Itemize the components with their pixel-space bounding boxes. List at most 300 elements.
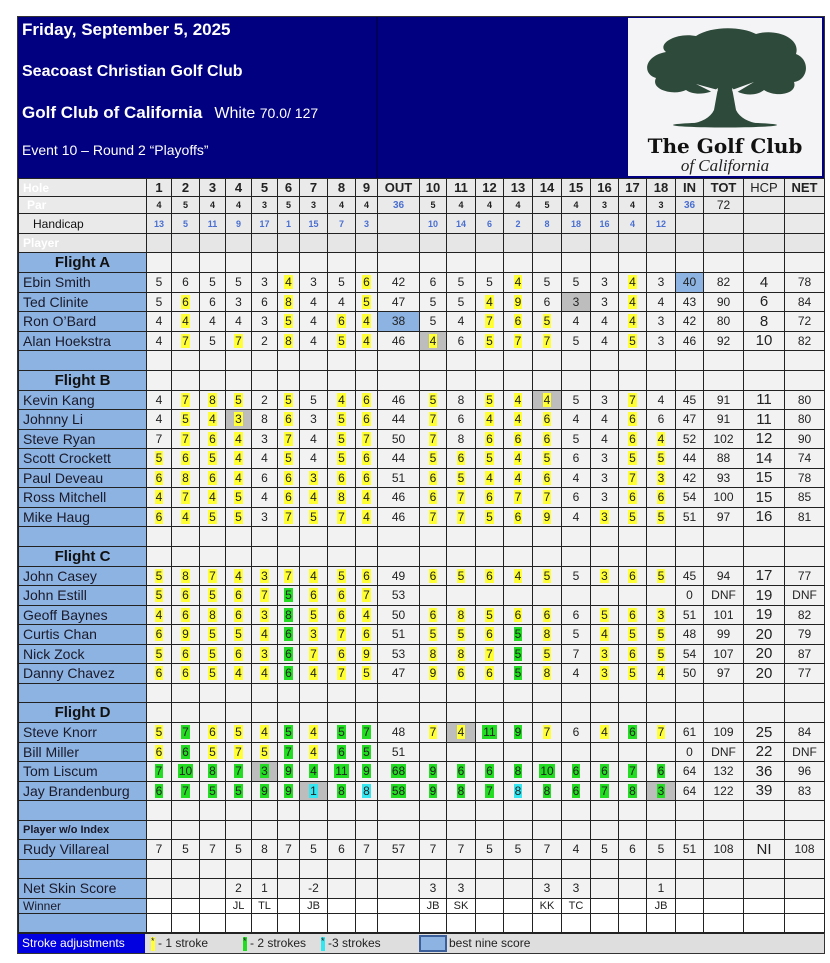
cell-3 [200, 546, 226, 566]
cell-14 [533, 253, 562, 273]
stroke-adjust-highlight: 5 [338, 431, 345, 446]
stroke-adjust-highlight: 5 [363, 744, 370, 759]
player-row [19, 410, 825, 430]
cell-16: 3 [591, 292, 619, 312]
cell-1 [147, 468, 172, 488]
stroke-adjust-highlight: 5 [457, 470, 465, 485]
cell-16 [591, 723, 619, 743]
cell-hcp: 10 [744, 331, 785, 351]
stroke-adjust-highlight: 6 [457, 764, 465, 779]
stroke-adjust-highlight: 6 [235, 607, 242, 622]
cell-11 [447, 781, 476, 801]
cell-9 [356, 273, 378, 293]
stroke-adjust-highlight: 7 [629, 392, 636, 407]
cell-14 [533, 390, 562, 410]
cell-15: TC [562, 898, 591, 913]
cell-1 [147, 801, 172, 821]
cell-2 [172, 742, 200, 762]
cell-tot: 97 [704, 507, 744, 527]
cell-15: 6 [562, 605, 591, 625]
cell-16 [591, 820, 619, 840]
cell-8 [328, 625, 356, 645]
cell-3 [200, 449, 226, 469]
cell-14 [533, 913, 562, 933]
cell-5 [252, 234, 278, 253]
cell-12 [476, 820, 504, 840]
cell-18 [647, 801, 676, 821]
cell-hcp: 8 [744, 312, 785, 332]
cell-5 [252, 683, 278, 703]
cell-6 [278, 781, 300, 801]
cell-out [378, 546, 420, 566]
stroke-adjust-highlight: 7 [338, 666, 345, 681]
cell-11 [447, 644, 476, 664]
three-strokes-swatch-icon: * [321, 937, 325, 951]
stroke-adjust-highlight: 8 [182, 568, 189, 583]
stroke-adjust-highlight: 8 [457, 607, 465, 622]
cell-net: 108 [785, 840, 825, 860]
cell-11: 5 [447, 273, 476, 293]
cell-5: 2 [252, 390, 278, 410]
stroke-adjust-highlight: 8 [363, 783, 370, 798]
cell-hcp [744, 253, 785, 273]
stroke-adjust-highlight: 6 [429, 490, 437, 505]
cell-11: 7 [447, 840, 476, 860]
cell-16 [591, 566, 619, 586]
cell-5 [252, 664, 278, 684]
cell-14: KK [533, 898, 562, 913]
cell-8: 6 [328, 840, 356, 860]
cell-16 [591, 742, 619, 762]
cell-17 [619, 781, 647, 801]
cell-7: 4 [300, 449, 328, 469]
cell-15 [562, 527, 591, 547]
flight-header-row [19, 253, 825, 273]
cell-18: 3 [647, 312, 676, 332]
stroke-adjust-highlight: 7 [543, 725, 551, 740]
cell-out: 51 [378, 625, 420, 645]
stroke-adjust-highlight: 6 [209, 725, 216, 740]
cell-out: 47 [378, 664, 420, 684]
cell-12 [476, 410, 504, 430]
cell-17 [619, 683, 647, 703]
cell-3 [200, 879, 226, 899]
cell-hcp [744, 370, 785, 390]
cell-16 [591, 703, 619, 723]
cell-5: 3 [252, 197, 278, 214]
stroke-adjust-highlight: 3 [310, 627, 317, 642]
stroke-adjust-highlight: 4 [209, 412, 216, 427]
cell-in: 51 [676, 840, 704, 860]
cell-14 [533, 410, 562, 430]
cell-15: 6 [562, 488, 591, 508]
cell-9 [356, 625, 378, 645]
cell-4 [226, 723, 252, 743]
cell-hcp [744, 197, 785, 214]
row-label: Ross Mitchell [19, 488, 147, 508]
stroke-adjust-highlight: 5 [155, 725, 163, 740]
cell-8: 5 [328, 273, 356, 293]
cell-14 [533, 429, 562, 449]
stroke-adjust-highlight: 7 [182, 783, 189, 798]
cell-out: 42 [378, 273, 420, 293]
cell-7: 4 [300, 429, 328, 449]
cell-net: 77 [785, 664, 825, 684]
legend-label: -3 strokes [328, 936, 381, 950]
cell-in [676, 370, 704, 390]
cell-hcp: 39 [744, 781, 785, 801]
cell-3: 7 [200, 840, 226, 860]
stroke-adjust-highlight: 3 [261, 568, 268, 583]
cell-18 [647, 703, 676, 723]
hole-row [19, 179, 825, 197]
scorecard-header [18, 17, 824, 178]
stroke-adjust-highlight: 3 [261, 646, 268, 661]
cell-3 [200, 703, 226, 723]
stroke-adjust-highlight: 8 [429, 646, 437, 661]
cell-1: 5 [147, 292, 172, 312]
stroke-adjust-highlight: 9 [261, 783, 268, 798]
stroke-adjust-highlight: 7 [182, 431, 189, 446]
club-name: Seacoast Christian Golf Club [22, 63, 243, 80]
stroke-adjust-highlight: 7 [338, 509, 345, 524]
cell-7 [300, 527, 328, 547]
stroke-adjust-highlight: 7 [182, 333, 189, 348]
cell-17 [619, 253, 647, 273]
stroke-adjust-highlight: 7 [514, 490, 522, 505]
cell-3: 4 [200, 312, 226, 332]
row-label: Tom Liscum [19, 762, 147, 782]
stroke-adjust-highlight: 4 [657, 431, 665, 446]
stroke-adjust-highlight: 6 [514, 607, 522, 622]
stroke-adjust-highlight: 4 [235, 666, 242, 681]
stroke-adjust-highlight: 5 [486, 392, 493, 407]
cell-12: 12 [476, 179, 504, 197]
cell-in [676, 820, 704, 840]
stroke-adjust-highlight: 6 [486, 627, 493, 642]
cell-5 [252, 703, 278, 723]
cell-3 [200, 429, 226, 449]
cell-out: 38 [378, 312, 420, 332]
cell-6 [278, 801, 300, 821]
cell-15 [562, 742, 591, 762]
cell-out [378, 527, 420, 547]
cell-1 [147, 625, 172, 645]
cell-7: JB [300, 898, 328, 913]
stroke-adjust-highlight: 6 [155, 666, 163, 681]
cell-13 [504, 429, 533, 449]
cell-18: 3 [647, 197, 676, 214]
cell-13 [504, 913, 533, 933]
cell-1 [147, 449, 172, 469]
stroke-adjust-highlight: 6 [338, 470, 345, 485]
stroke-adjust-highlight: 7 [543, 490, 551, 505]
cell-10 [420, 429, 447, 449]
cell-17 [619, 879, 647, 899]
cell-3: 11 [200, 214, 226, 234]
cell-hcp: 19 [744, 586, 785, 606]
cell-12 [476, 605, 504, 625]
player-row [19, 742, 825, 762]
cell-15: 4 [562, 840, 591, 860]
cell-in: 54 [676, 644, 704, 664]
cell-15 [562, 234, 591, 253]
cell-net: 78 [785, 273, 825, 293]
legend-title: Stroke adjustments [18, 934, 145, 953]
cell-6 [278, 683, 300, 703]
cell-net: 79 [785, 625, 825, 645]
cell-15 [562, 913, 591, 933]
stroke-adjust-highlight: 7 [285, 509, 292, 524]
cell-17 [619, 273, 647, 293]
cell-3 [200, 410, 226, 430]
cell-4 [226, 546, 252, 566]
stroke-adjust-highlight: 4 [486, 412, 493, 427]
stroke-adjust-highlight: 5 [182, 412, 189, 427]
cell-17 [619, 370, 647, 390]
cell-in: 0 [676, 586, 704, 606]
cell-12 [476, 781, 504, 801]
stroke-adjust-highlight: 6 [629, 646, 636, 661]
row-label: Flight A [19, 253, 147, 273]
cell-10 [420, 370, 447, 390]
cell-hcp [744, 546, 785, 566]
cell-hcp: 4 [744, 273, 785, 293]
stroke-adjust-highlight: 6 [363, 451, 370, 466]
cell-3 [200, 723, 226, 743]
cell-2 [172, 429, 200, 449]
stroke-adjust-highlight: 4 [235, 568, 242, 583]
stroke-adjust-highlight: 6 [235, 646, 242, 661]
cell-4 [226, 859, 252, 879]
stroke-adjust-highlight: 4 [514, 568, 522, 583]
cell-18 [647, 507, 676, 527]
cell-1 [147, 683, 172, 703]
stroke-adjust-highlight: 5 [629, 509, 636, 524]
cell-10 [420, 820, 447, 840]
cell-14: 7 [533, 840, 562, 860]
cell-9 [356, 546, 378, 566]
cell-16 [591, 370, 619, 390]
stroke-adjust-highlight: 6 [601, 764, 608, 779]
cell-3 [200, 468, 226, 488]
stroke-adjust-highlight: 4 [657, 666, 665, 681]
cell-15: 5 [562, 566, 591, 586]
cell-in: 64 [676, 762, 704, 782]
cell-4: 5 [226, 273, 252, 293]
cell-out: 51 [378, 742, 420, 762]
player-row [19, 566, 825, 586]
cell-15: 7 [562, 644, 591, 664]
cell-8 [328, 605, 356, 625]
cell-hcp: NI [744, 840, 785, 860]
cell-15: 5 [562, 625, 591, 645]
cell-7: 3 [300, 410, 328, 430]
cell-18 [647, 429, 676, 449]
net-skin-row [19, 879, 825, 899]
player-row [19, 781, 825, 801]
cell-18 [647, 742, 676, 762]
cell-out [378, 370, 420, 390]
row-label: Handicap [19, 214, 147, 234]
cell-3 [200, 762, 226, 782]
player-row [19, 586, 825, 606]
stroke-adjust-highlight: 5 [155, 568, 163, 583]
cell-18 [647, 781, 676, 801]
cell-15 [562, 820, 591, 840]
stroke-adjust-highlight: 6 [338, 646, 345, 661]
cell-6 [278, 292, 300, 312]
row-label: Jay Brandenburg [19, 781, 147, 801]
cell-7 [300, 742, 328, 762]
cell-5: 8 [252, 410, 278, 430]
stroke-adjust-highlight: 6 [363, 412, 370, 427]
stroke-adjust-highlight: 6 [363, 470, 370, 485]
cell-net: 82 [785, 605, 825, 625]
cell-18: 4 [647, 390, 676, 410]
cell-5 [252, 586, 278, 606]
cell-17 [619, 507, 647, 527]
cell-7 [300, 370, 328, 390]
cell-4 [226, 488, 252, 508]
par-row [19, 197, 825, 214]
cell-6 [278, 723, 300, 743]
cell-6 [278, 820, 300, 840]
cell-6 [278, 488, 300, 508]
stroke-adjust-highlight: 8 [209, 392, 216, 407]
stroke-adjust-highlight: 4 [155, 490, 163, 505]
cell-17 [619, 801, 647, 821]
stroke-adjust-highlight: 9 [363, 764, 370, 779]
cell-15: 5 [562, 429, 591, 449]
stroke-adjust-highlight: 5 [209, 646, 216, 661]
cell-10 [420, 723, 447, 743]
cell-13 [504, 644, 533, 664]
cell-4 [226, 742, 252, 762]
cell-11: 6 [447, 410, 476, 430]
cell-9 [356, 429, 378, 449]
cell-9 [356, 507, 378, 527]
row-label: Ron O’Bard [19, 312, 147, 332]
cell-net [785, 214, 825, 234]
cell-hcp [744, 820, 785, 840]
cell-13 [504, 801, 533, 821]
cell-out [378, 801, 420, 821]
cell-14 [533, 820, 562, 840]
cell-hcp [744, 703, 785, 723]
cell-in: 46 [676, 331, 704, 351]
cell-in: IN [676, 179, 704, 197]
cell-8 [328, 331, 356, 351]
cell-5: 3 [252, 507, 278, 527]
cell-16: 3 [591, 468, 619, 488]
cell-11 [447, 468, 476, 488]
stroke-adjust-highlight: 6 [338, 607, 345, 622]
cell-9 [356, 644, 378, 664]
stroke-adjust-highlight: 5 [235, 627, 242, 642]
cell-13 [504, 683, 533, 703]
stroke-adjust-highlight: 6 [338, 314, 345, 329]
cell-6 [278, 370, 300, 390]
cell-18 [647, 449, 676, 469]
cell-18 [647, 683, 676, 703]
cell-in [676, 527, 704, 547]
cell-14 [533, 801, 562, 821]
cell-16 [591, 507, 619, 527]
stroke-adjust-highlight: 4 [363, 314, 370, 329]
cell-4 [226, 507, 252, 527]
cell-8 [328, 859, 356, 879]
cell-4 [226, 449, 252, 469]
cell-14: 5 [533, 273, 562, 293]
cell-3 [200, 644, 226, 664]
stroke-adjust-highlight: 8 [514, 783, 522, 798]
row-label [19, 683, 147, 703]
cell-5 [252, 625, 278, 645]
cell-2 [172, 644, 200, 664]
stroke-adjust-highlight: 6 [429, 607, 437, 622]
stroke-adjust-highlight: 5 [338, 412, 345, 427]
flight-header-row [19, 703, 825, 723]
stroke-adjust-highlight: 6 [285, 666, 292, 681]
cell-16 [591, 527, 619, 547]
cell-6: 7 [278, 840, 300, 860]
cell-11 [447, 566, 476, 586]
stroke-adjust-highlight: 6 [155, 744, 163, 759]
cell-11 [447, 801, 476, 821]
stroke-adjust-highlight: 5 [235, 783, 242, 798]
cell-hcp: 17 [744, 566, 785, 586]
cell-1 [147, 859, 172, 879]
cell-17: 4 [619, 214, 647, 234]
cell-9: 7 [356, 840, 378, 860]
stroke-adjust-highlight: 4 [514, 470, 522, 485]
cell-12 [476, 468, 504, 488]
cell-11: 6 [447, 331, 476, 351]
stroke-adjust-highlight: 4 [310, 725, 317, 740]
cell-6 [278, 468, 300, 488]
event-date: Friday, September 5, 2025 [22, 20, 231, 39]
cell-1 [147, 664, 172, 684]
cell-tot [704, 234, 744, 253]
cell-in [676, 913, 704, 933]
stroke-adjust-highlight: 5 [486, 451, 493, 466]
cell-out: 46 [378, 331, 420, 351]
stroke-adjust-highlight: 6 [235, 588, 242, 603]
cell-11 [447, 820, 476, 840]
cell-1 [147, 742, 172, 762]
cell-out: 46 [378, 507, 420, 527]
cell-9 [356, 312, 378, 332]
stroke-adjust-highlight: 3 [657, 470, 665, 485]
cell-5 [252, 527, 278, 547]
cell-9 [356, 913, 378, 933]
cell-tot: 109 [704, 723, 744, 743]
cell-hcp: 20 [744, 625, 785, 645]
cell-in: 52 [676, 429, 704, 449]
player-row [19, 507, 825, 527]
cell-tot [704, 253, 744, 273]
cell-18 [647, 859, 676, 879]
cell-tot: 82 [704, 273, 744, 293]
cell-18 [647, 234, 676, 253]
cell-5 [252, 781, 278, 801]
cell-9 [356, 586, 378, 606]
cell-14 [533, 859, 562, 879]
cell-3 [200, 683, 226, 703]
cell-out: 51 [378, 468, 420, 488]
cell-17 [619, 390, 647, 410]
